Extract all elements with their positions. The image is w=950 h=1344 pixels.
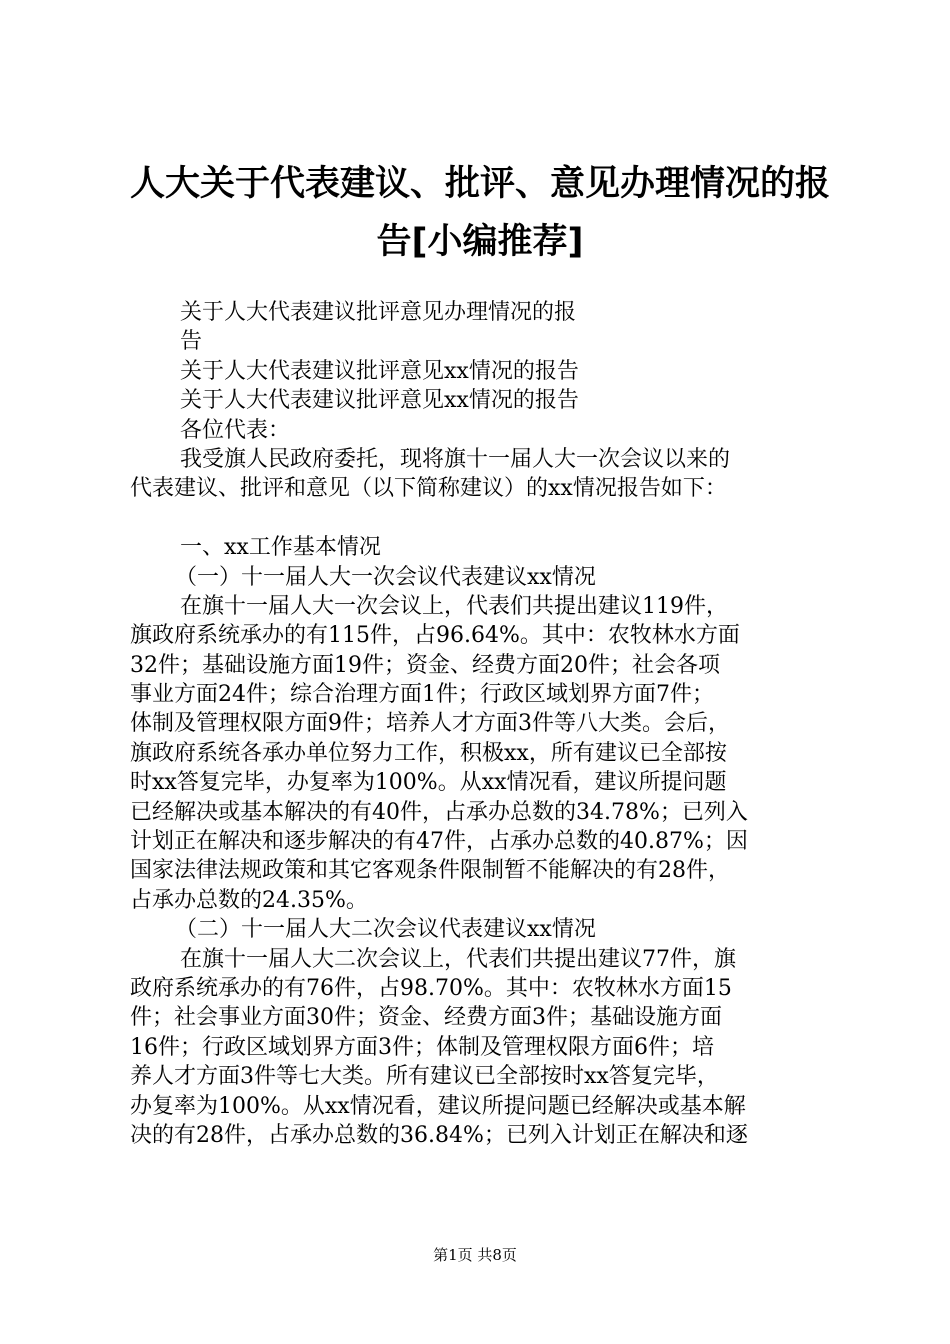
- body-line: 办复率为100%。从xx情况看，建议所提问题已经解决或基本解: [130, 1093, 746, 1119]
- subsection-heading: （二）十一届人大二次会议代表建议xx情况: [175, 917, 596, 943]
- document-title-line-2: 告[小编推荐]: [376, 222, 584, 262]
- body-line: 体制及管理权限方面9件；培养人才方面3件等八大类。会后，: [130, 711, 730, 737]
- body-line: 事业方面24件；综合治理方面1件；行政区域划界方面7件；: [130, 682, 714, 708]
- body-line: 件；社会事业方面30件；资金、经费方面3件；基础设施方面: [130, 1005, 722, 1031]
- body-line: 政府系统承办的有76件，占98.70%。其中：农牧林水方面15: [130, 975, 732, 1001]
- body-line: 各位代表：: [180, 417, 291, 443]
- body-line: 时xx答复完毕，办复率为100%。从xx情况看，建议所提问题: [130, 770, 727, 796]
- body-line: 关于人大代表建议批评意见xx情况的报告: [180, 358, 579, 384]
- body-line: 我受旗人民政府委托，现将旗十一届人大一次会议以来的: [180, 446, 731, 472]
- body-line: 已经解决或基本解决的有40件，占承办总数的34.78%；已列入: [130, 799, 748, 825]
- body-line: 国家法律法规政策和其它客观条件限制暂不能解决的有28件，: [130, 858, 730, 884]
- blank-line: [130, 504, 830, 533]
- body-line: 在旗十一届人大二次会议上，代表们共提出建议77件，旗: [180, 946, 736, 972]
- subsection-heading: （一）十一届人大一次会议代表建议xx情况: [175, 564, 596, 590]
- body-line: 旗政府系统承办的有115件，占96.64%。其中：农牧林水方面: [130, 623, 740, 649]
- section-heading: 一、xx工作基本情况: [180, 535, 381, 561]
- body-line: 计划正在解决和逐步解决的有47件，占承办总数的40.87%；因: [130, 829, 748, 855]
- body-line: 代表建议、批评和意见（以下简称建议）的xx情况报告如下：: [130, 476, 727, 502]
- body-line: 占承办总数的24.35%。: [130, 887, 368, 913]
- body-line: 关于人大代表建议批评意见xx情况的报告: [180, 388, 579, 414]
- page-footer: 第1页 共8页: [433, 1246, 517, 1264]
- body-line: 16件；行政区域划界方面3件；体制及管理权限方面6件；培: [130, 1034, 714, 1060]
- body-line: 旗政府系统各承办单位努力工作，积极xx，所有建议已全部按: [130, 740, 727, 766]
- body-line: 在旗十一届人大一次会议上，代表们共提出建议119件，: [180, 593, 728, 619]
- body-line: 关于人大代表建议批评意见办理情况的报: [180, 300, 577, 325]
- body-line: 养人才方面3件等七大类。所有建议已全部按时xx答复完毕，: [130, 1064, 719, 1090]
- body-line: 决的有28件，占承办总数的36.84%；已列入计划正在解决和逐: [130, 1122, 748, 1148]
- body-line: 告: [180, 329, 203, 355]
- body-line: 32件；基础设施方面19件；资金、经费方面20件；社会各项: [130, 652, 720, 678]
- document-body: [130, 298, 830, 1150]
- document-title-line-1: 人大关于代表建议、批评、意见办理情况的报: [129, 164, 830, 204]
